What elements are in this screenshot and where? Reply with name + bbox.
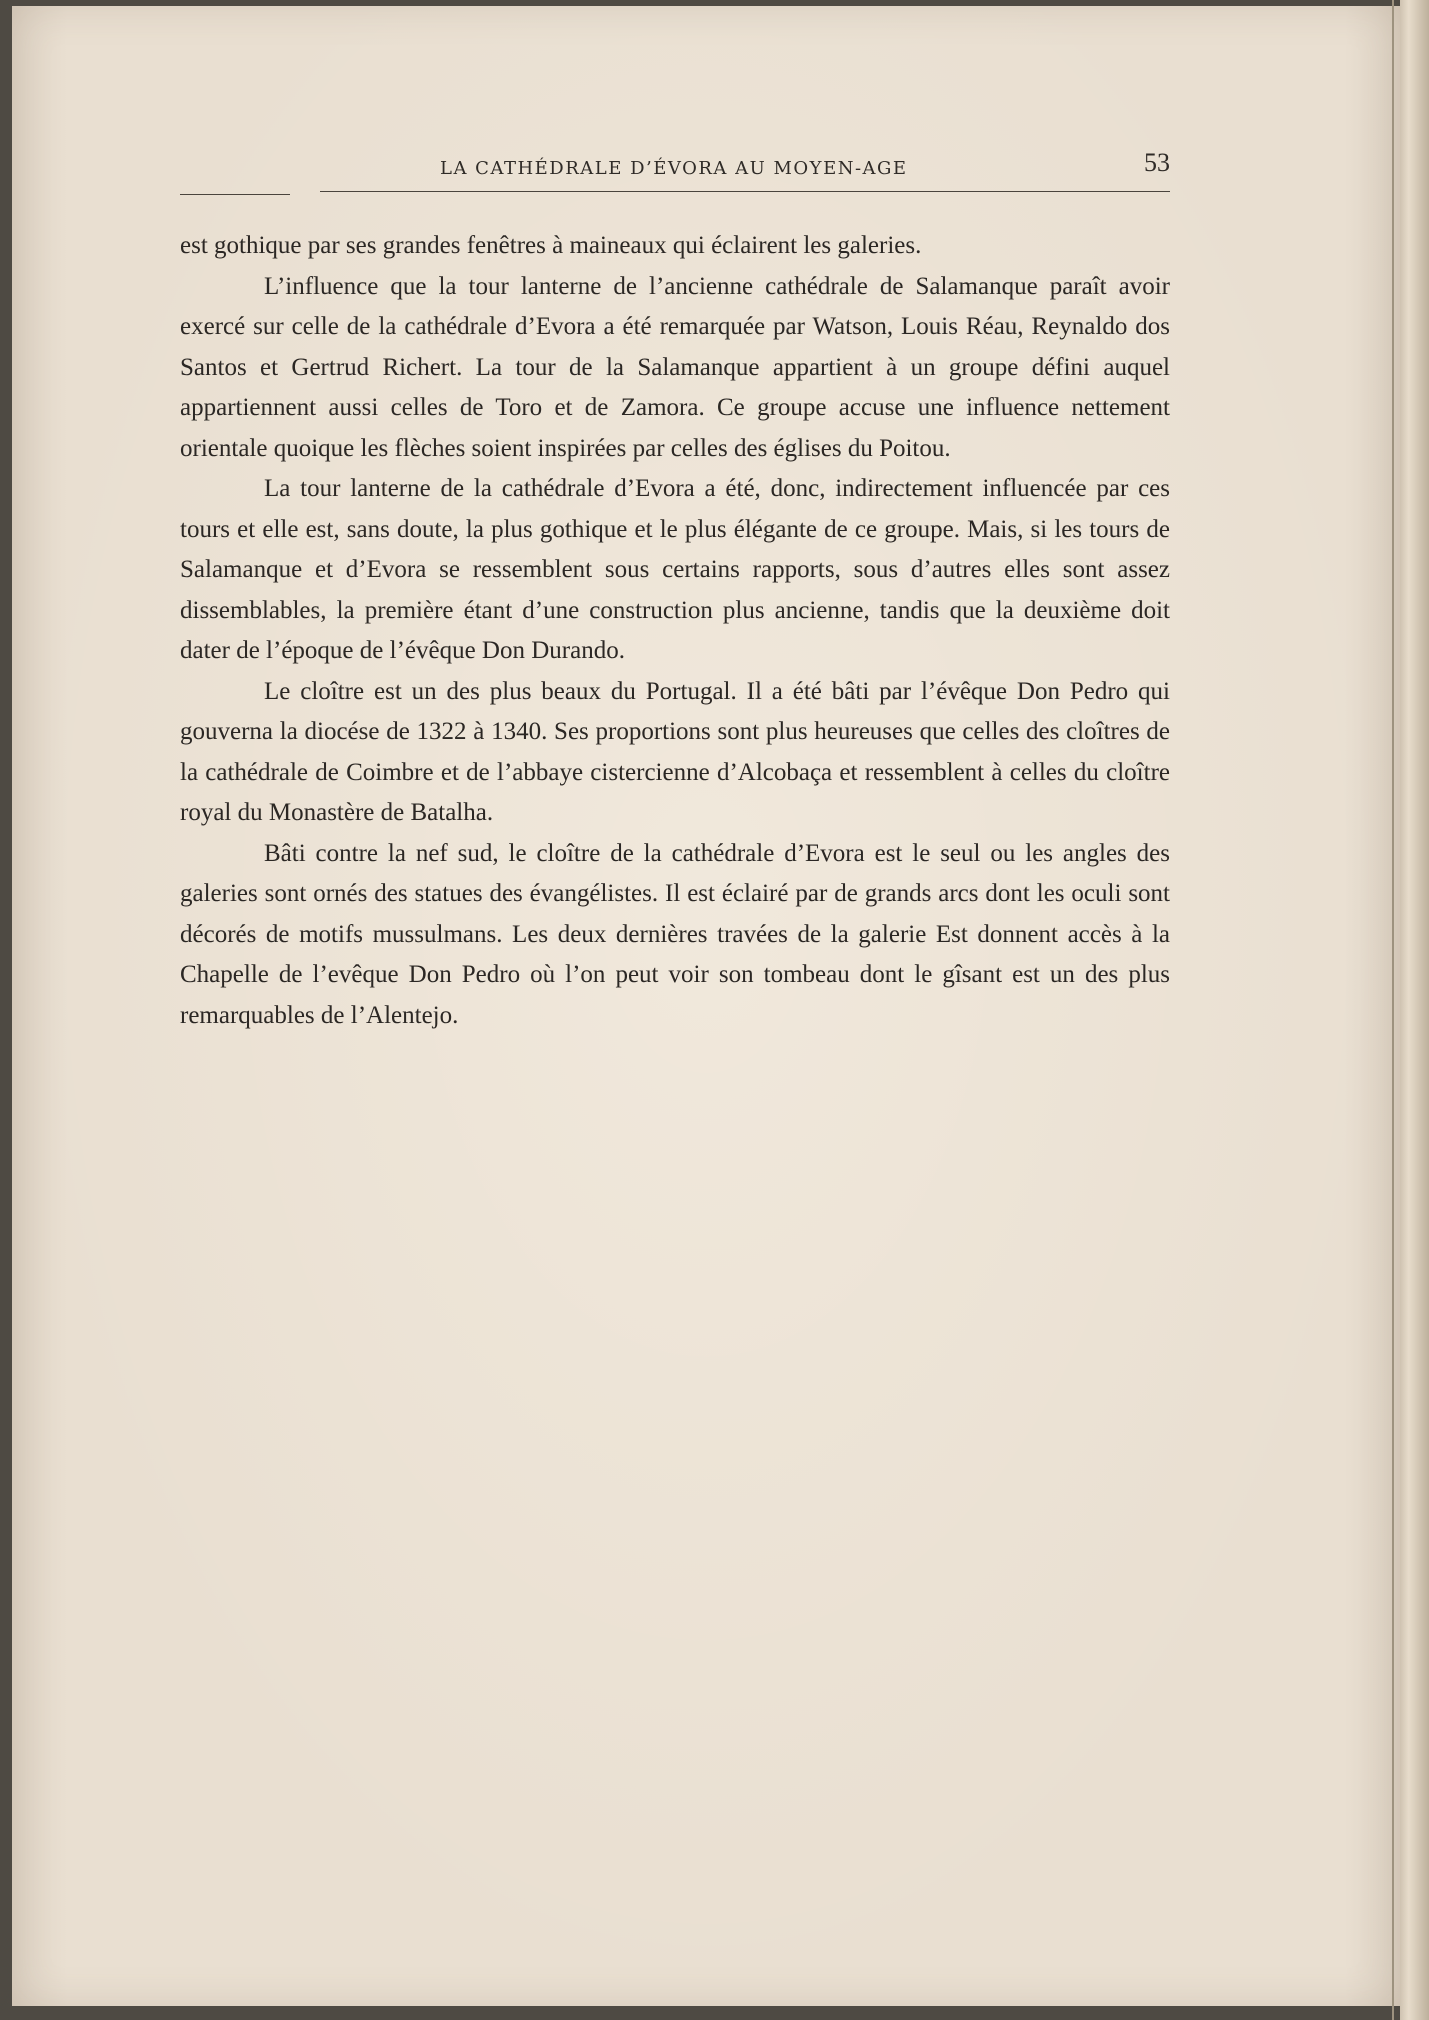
header-rule-short <box>180 194 290 195</box>
page-fold-line <box>1392 0 1394 2020</box>
paragraph: Le cloître est un des plus beaux du Portugal. Il a été bâti par l’évêque Don Pedro qui gouverna la diocése de 1322 à 1340. Ses proportions sont plus heureuses que celles des cloîtres de la cathédrale de Coimbre et de l’abbaye cistercienne d’Alcobaça et ressemblent à celles du cloître royal du Monastère de Batalha. <box>180 677 1170 826</box>
paragraph: L’influence que la tour lanterne de l’ancienne cathédrale de Salamanque paraît avoir exercé sur celle de la cathédrale d’Evora a été remarquée par Watson, Louis Réau, Reynaldo dos Santos et Gertrud Richert. La tour de la Salamanque appartient à un groupe défini auquel appartiennent aussi celles de Toro et de Zamora. Ce groupe accuse une influence nettement orientale quoique les flèches soient inspirées par celles des églises du Poitou. <box>180 272 1170 462</box>
header-rule-long <box>320 191 1170 192</box>
body-text <box>180 226 1170 1036</box>
running-title: LA CATHÉDRALE D’ÉVORA AU MOYEN-AGE <box>440 158 908 179</box>
paragraph: Bâti contre la nef sud, le cloître de la cathédrale d’Evora est le seul ou les angles des galeries sont ornés des statues des évangélistes. Il est éclairé par de grands arcs dont les oculi sont décorés de motifs mussulmans. Les deux dernières travées de la galerie Est donnent accès à la Chapelle de l’evêque Don Pedro où l’on peut voir son tombeau dont le gîsant est un des plus remarquables de l’Alentejo. <box>180 839 1170 1029</box>
page-edge <box>1400 0 1429 2020</box>
paragraph: La tour lanterne de la cathédrale d’Evora a été, donc, indirectement influencée par ces tours et elle est, sans doute, la plus gothique et le plus élégante de ce groupe. Mais, si les tours de Salamanque et d’Evora se ressemblent sous certains rapports, sous d’autres elles sont assez dissemblables, la première étant d’une construction plus ancienne, tandis que la deuxième doit dater de l’époque de l’évêque Don Durando. <box>180 475 1170 664</box>
running-header <box>180 148 1170 198</box>
paragraph: est gothique par ses grandes fenêtres à maineaux qui éclairent les galeries. <box>180 232 922 259</box>
page-number: 53 <box>1144 148 1170 177</box>
